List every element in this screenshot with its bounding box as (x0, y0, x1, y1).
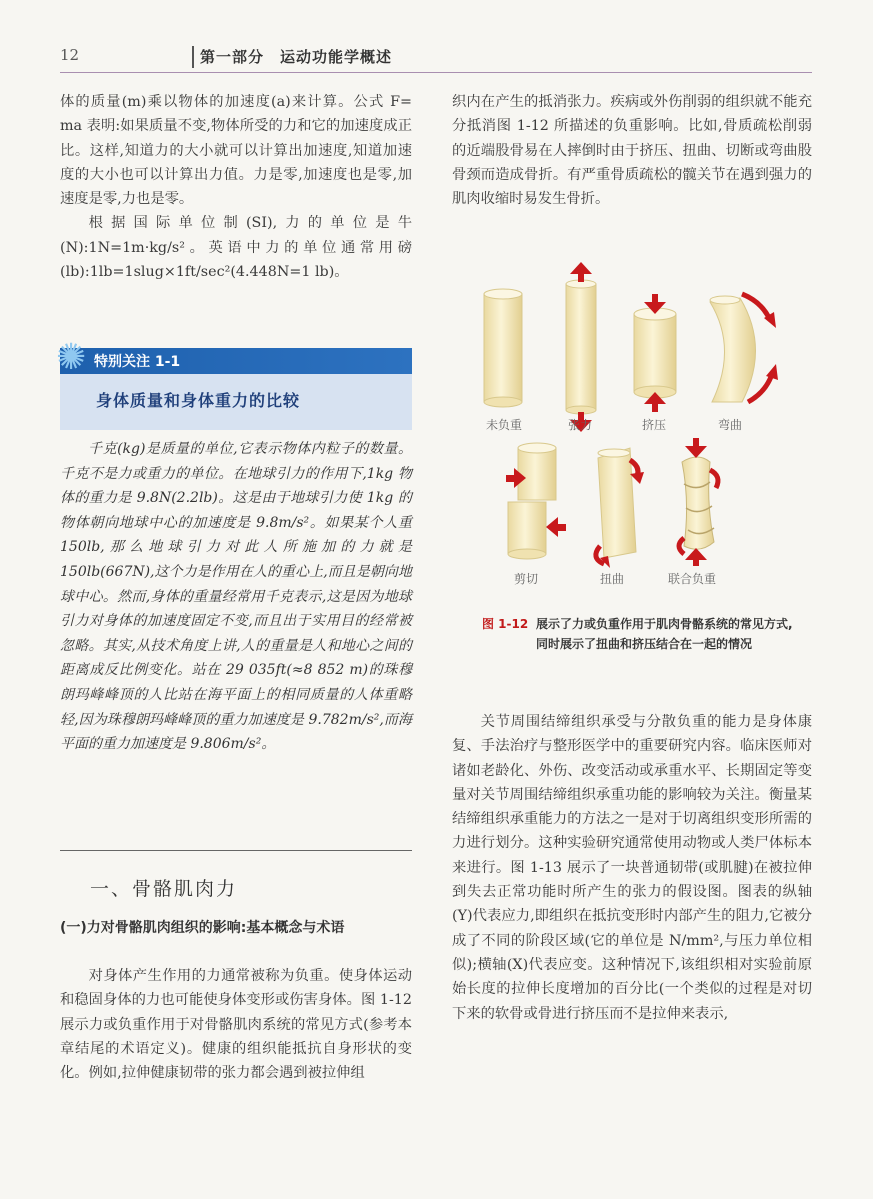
shear-arrow-left-icon (546, 517, 566, 537)
tension-bone (566, 280, 596, 414)
paragraph: 体的质量(m)乘以物体的加速度(a)来计算。公式 F= ma 表明:如果质量不变,物体所受的力和它的加速度成正比。这样,知道力的大小就可以计算出加速度,知道加速度的大小也可以计算出力值。力是零,加速度也是零,加速度是零,力也是零。 (60, 94, 412, 208)
part-title: 第一部分 运动功能学概述 (200, 48, 393, 66)
paragraph: 对身体产生作用的力通常被称为负重。使身体运动和稳固身体的力也可能使身体变形或伤害身体。图 1-12 展示力或负重作用于对骨骼肌肉系统的常见方式(参考本章结尾的术语定义)。健康的组织能抵抗自身形状的变化。例如,拉伸健康韧带的张力都会遇到被拉伸组 (60, 968, 412, 1082)
unloaded-bone (484, 289, 522, 407)
right-column-top (452, 90, 812, 211)
caption-number: 图 1-12 (482, 617, 529, 631)
left-column-bottom (60, 964, 412, 1085)
page-number: 12 (60, 46, 80, 64)
torsion-bone (598, 448, 636, 558)
shear-bone (508, 443, 556, 559)
figure-1-12 (470, 262, 790, 602)
caption-text: 展示了力或负重作用于肌肉骨骼系统的常见方式,同时展示了扭曲和挤压结合在一起的情况 (536, 617, 793, 651)
label-unloaded: 未负重 (486, 418, 523, 432)
special-attention-box (56, 337, 412, 430)
label-tension: 张力 (568, 418, 593, 432)
paragraph: 织内在产生的抵消张力。疾病或外伤削弱的组织就不能充分抵消图 1-12 所描述的负重影响。比如,骨质疏松削弱的近端股骨易在人摔倒时由于挤压、扭曲、切断或弯曲股骨颈而造成骨折。有严重骨质疏松的髋关节在遇到强力的肌肉收缩时易发生骨折。 (452, 94, 812, 208)
tension-arrow-up-icon (570, 262, 592, 282)
compression-bone (634, 308, 676, 398)
paragraph: 关节周围结缔组织承受与分散负重的能力是身体康复、手法治疗与整形医学中的重要研究内容。临床医师对诸如老龄化、外伤、改变活动或承重水平、长期固定等变量对关节周围结缔组织承重功能的影响较为关注。衡量某结缔组织承重能力的方法之一是对于切离组织变形所需的力进行划分。这种实验研究通常使用动物或人类尸体标本来进行。图 1-13 展示了一块普通韧带(或肌腱)在被拉伸到失去正常功能时所产生的张力的假设图。图表的纵轴(Y)代表应力,即组织在抵抗变形时内部产生的阻力,它被分成了不同的阶段区域(它的单位是 N/mm²,与压力单位相似);横轴(X)代表应变。这种情况下,该组织相对实验前原始长度的拉伸长度增加的百分比(一个类似的过程是对切下来的软骨或骨进行挤压而不是拉伸来表示, (452, 714, 812, 1022)
combined-arrow-up-icon (685, 548, 707, 566)
section-heading: 一、骨骼肌肉力 (90, 878, 238, 900)
box-title: 身体质量和身体重力的比较 (96, 391, 301, 410)
left-column-top (60, 90, 412, 284)
label-combined: 联合负重 (668, 572, 717, 586)
box-body: 千克(kg)是质量的单位,它表示物体内粒子的数量。千克不是力或重力的单位。在地球引力的作用下,1kg 物体的重力是 9.8N(2.2lb)。这是由于地球引力使 1kg 的物体朝向地球中心的加速度是 9.8m/s²。如果某个人重 150lb,那么地球引力对此人所施加的力就是 150lb(667N),这个力是作用在人的重心上,而且是朝向地球中心。然而,身体的重量经常用千克表示,这是因为地球引力对身体的加速度固定不变,而且出于实用目的经常被忽略。其实,从技术角度上讲,人的重量是人和地心之间的距离成反比例变化。站在 29 035ft(≈8 852 m)的珠穆朗玛峰峰顶的人比站在海平面上的相同质量的人体重略轻,因为珠穆朗玛峰峰顶的重力加速度是 9.782m/s²,而海平面的重力加速度是 9.806m/s²。 (60, 441, 412, 753)
combined-arrow-down-icon (685, 438, 707, 458)
combined-bone (682, 457, 714, 549)
box-tab-label: 特别关注 1-1 (94, 354, 181, 370)
header-rule (60, 72, 812, 73)
bending-bone (710, 296, 756, 402)
label-bending: 弯曲 (718, 418, 743, 432)
subsection-heading: (一)力对骨骼肌肉组织的影响:基本概念与术语 (60, 920, 345, 936)
box-end-rule (60, 850, 412, 851)
label-compression: 挤压 (642, 418, 667, 432)
label-shear: 剪切 (514, 572, 539, 586)
right-column-bottom (452, 710, 812, 1026)
label-torsion: 扭曲 (600, 572, 625, 586)
paragraph: 根据国际单位制(SI),力的单位是牛(N):1N=1m·kg/s²。英语中力的单位通常用磅(lb):1lb=1slug×1ft/sec²(4.448N=1 lb)。 (60, 215, 412, 281)
header-divider (192, 46, 194, 68)
star-icon: ✺ (56, 337, 87, 378)
page-header (60, 40, 812, 76)
